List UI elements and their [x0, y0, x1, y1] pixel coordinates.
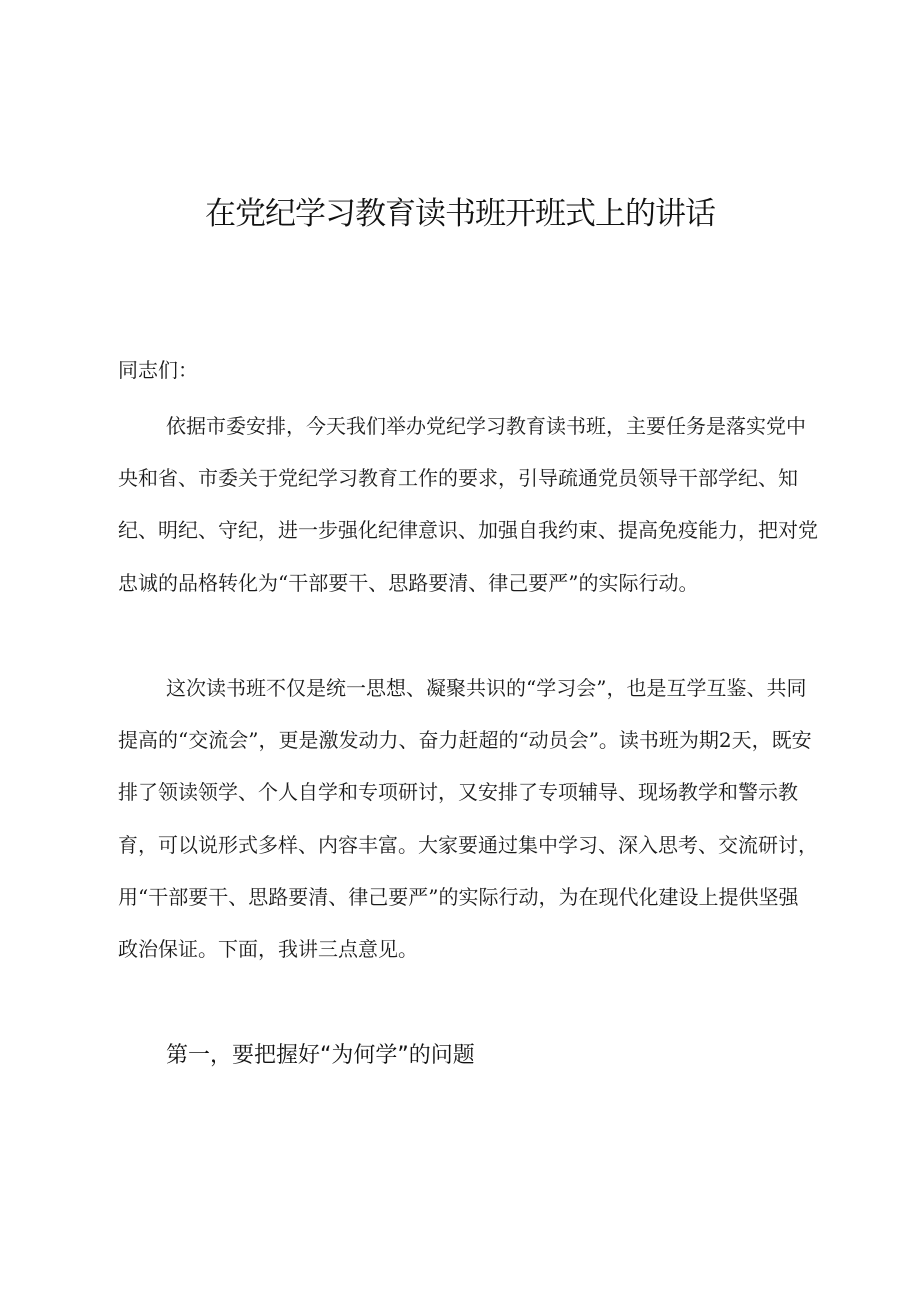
- paragraph-1: 依据市委安排，今天我们举办党纪学习教育读书班，主要任务是落实党中央和省、市委关于党纪学习教育工作的要求，引导疏通党员领导干部学纪、知纪、明纪、守纪，进一步强化纪律意识、加强自我约束、提高免疫能力，把对党忠诚的品格转化为“干部要干、思路要清、律己要严”的实际行动。: [118, 414, 818, 595]
- paragraph-2: 这次读书班不仅是统一思想、凝聚共识的“学习会”，也是互学互鉴、共同提高的“交流会”，更是激发动力、奋力赶超的“动员会”。读书班为期2天，既安排了领读领学、个人自学和专项研讨，又安排了专项辅导、现场教学和警示教育，可以说形式多样、内容丰富。大家要通过集中学习、深入思考、交流研讨，用“干部要干、思路要清、律己要严”的实际行动，为在现代化建设上提供坚强政治保证。下面，我讲三点意见。: [118, 676, 818, 962]
- section-heading: 第一，要把握好“为何学”的问题: [166, 1043, 475, 1068]
- document-title: 在党纪学习教育读书班开班式上的讲话: [205, 196, 715, 232]
- salutation: 同志们：: [118, 358, 198, 382]
